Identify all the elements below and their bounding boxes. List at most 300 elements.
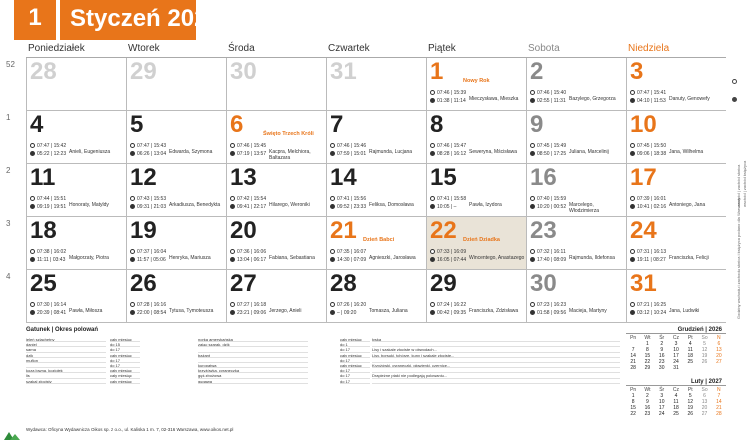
hunting-row: cały miesiąc (340, 337, 370, 342)
mini-weekday: N (717, 387, 721, 393)
day-number: 17 (630, 164, 657, 191)
mini-day: 23 (644, 411, 651, 417)
hunting-row: zając szarak, dzik (198, 342, 308, 347)
sun-icon (630, 90, 635, 95)
day-number: 6 (230, 111, 244, 138)
name-day: Jerzego, Anieli (269, 308, 302, 314)
mini-day: 16 (644, 405, 651, 411)
sunrise-sunset (130, 302, 166, 308)
moon-times: 09:41 | 22:17 (237, 204, 267, 210)
sun-icon (130, 143, 135, 148)
sunrise-sunset (430, 90, 466, 96)
day-cell[interactable] (326, 270, 426, 323)
mini-day: 2 (646, 393, 649, 399)
sun-times: 07:46 | 15:46 (337, 143, 367, 149)
moon-icon (530, 98, 535, 103)
hunting-row: kuropatwa (198, 363, 308, 368)
sun-times: 07:46 | 15:39 (437, 90, 467, 96)
hunting-species-col (26, 337, 106, 384)
mini-day: 29 (644, 365, 651, 371)
sunrise-sunset (530, 302, 566, 308)
moon-icon (530, 310, 535, 315)
sunrise-sunset (30, 143, 66, 149)
moonrise-moonset (30, 257, 65, 263)
moon-icon (630, 151, 635, 156)
mini-day: 27 (701, 411, 708, 417)
day-cell[interactable] (326, 164, 426, 217)
moonrise-moonset (230, 257, 266, 263)
day-cell[interactable] (326, 58, 426, 111)
sun-times: 07:27 | 16:18 (237, 302, 267, 308)
sunrise-sunset (230, 249, 266, 255)
mini-calendar-december (626, 327, 726, 371)
sun-times: 07:33 | 16:09 (437, 249, 467, 255)
mini-day: 1 (646, 341, 649, 347)
day-cell[interactable] (426, 270, 526, 323)
name-day: Jana, Wilhelma (669, 149, 704, 155)
moonrise-moonset (430, 310, 466, 316)
mini-day: 9 (660, 347, 664, 353)
mini-day: 13 (716, 347, 722, 353)
day-cell[interactable] (126, 58, 226, 111)
sun-icon (230, 143, 235, 148)
day-number: 22 (430, 217, 457, 244)
weekday-0: Poniedziałek (28, 43, 85, 54)
moonrise-moonset (30, 310, 66, 316)
day-cell[interactable] (226, 217, 326, 270)
day-cell[interactable] (426, 111, 526, 164)
sun-times: 07:45 | 15:50 (637, 143, 667, 149)
day-cell[interactable] (226, 58, 326, 111)
moon-icon (630, 98, 635, 103)
mini-day: 9 (646, 399, 649, 405)
day-cell[interactable] (126, 217, 226, 270)
day-number: 9 (530, 111, 544, 138)
weekday-6: Niedziela (628, 43, 670, 54)
name-day: Tytusa, Tymoteusza (169, 308, 214, 314)
calendar-grid (26, 57, 726, 323)
day-cell[interactable] (526, 164, 626, 217)
publisher-info: Wydawca: Oficyna Wydawnicza Oikos sp. z o.o., ul. Kaliska 1 m. 7, 02-316 Warszawa, www.oikos.net.pl (26, 427, 234, 432)
day-number: 12 (130, 164, 157, 191)
moon-icon (230, 204, 235, 209)
sunrise-sunset (530, 143, 566, 149)
moon-times: 10:05 | – (437, 204, 457, 210)
moon-times: 09:06 | 18:38 (637, 151, 667, 157)
sunrise-sunset (230, 302, 266, 308)
hunting-row: cały miesiąc (110, 353, 140, 358)
moonrise-moonset (130, 151, 166, 157)
mini-weekday: Pt (687, 335, 693, 341)
moon-icon (630, 310, 635, 315)
moon-times: 02:55 | 11:31 (537, 98, 566, 104)
mini-day: 18 (687, 353, 694, 359)
mini-day: 25 (673, 411, 679, 417)
moon-times: 10:20 | 00:52 (537, 204, 567, 210)
name-day: Wincentego, Anastazego (469, 255, 525, 261)
hunting-row: dzik (26, 353, 106, 358)
name-day: Pawła, Miłosza (69, 308, 103, 314)
day-cell[interactable] (126, 111, 226, 164)
month-title: Styczeń 2027 (70, 5, 221, 32)
sun-icon (530, 196, 535, 201)
moon-times: 00:42 | 09:35 (437, 310, 467, 316)
mini-day: 3 (674, 341, 678, 347)
mini-day: 18 (673, 405, 679, 411)
moon-icon (530, 151, 535, 156)
mini-weekday: So (701, 335, 708, 341)
moon-times: 11:11 | 03:43 (37, 257, 66, 263)
day-number: 31 (330, 58, 357, 85)
moon-icon (330, 257, 335, 262)
day-cell[interactable] (126, 164, 226, 217)
legend-moon-text: wschód | zachód księżyca (742, 160, 747, 207)
sun-icon (630, 196, 635, 201)
sun-icon (30, 249, 35, 254)
hunting-row: Krzyżówki, cyraneczki, głowienki, czernice... (372, 363, 620, 368)
sun-icon (630, 302, 635, 307)
moon-times: 04:10 | 11:53 (637, 98, 666, 104)
sunrise-sunset (630, 143, 666, 149)
mini-day: 22 (644, 359, 651, 365)
sun-times: 07:47 | 15:42 (37, 143, 67, 149)
sun-times: 07:26 | 16:20 (337, 302, 367, 308)
name-day: Tomasza, Juliana (369, 308, 408, 314)
sunrise-sunset (230, 143, 266, 149)
day-number: 4 (30, 111, 44, 138)
day-cell[interactable] (626, 58, 726, 111)
moon-times: 23:21 | 09:06 (237, 310, 267, 316)
hunting-row: cały miesiąc (110, 337, 140, 342)
sun-icon (30, 143, 35, 148)
hunting-row: gęgawa (198, 379, 308, 384)
weekday-5: Sobota (528, 43, 560, 54)
hunting-row: lis (26, 373, 106, 378)
moon-icon (330, 204, 335, 209)
sun-icon (130, 249, 135, 254)
moon-times: 10:41 | 02:16 (637, 204, 667, 210)
name-day: Macieja, Martyny (569, 308, 607, 314)
hunting-row: sarna (26, 347, 106, 352)
hunting-row: cały miesiąc (110, 379, 140, 384)
mini-day: 15 (644, 353, 651, 359)
hunting-row: Drapieżne ptaki nie podlegają polowaniu... (372, 373, 620, 378)
sun-icon (130, 196, 135, 201)
sun-icon (330, 302, 335, 307)
sun-icon (530, 302, 535, 307)
name-day: Marcelego, Włodzimierza (569, 202, 600, 214)
day-cell[interactable] (226, 111, 326, 164)
sunrise-sunset (330, 143, 366, 149)
day-cell[interactable] (526, 58, 626, 111)
name-day: Jana, Ludwiki (669, 308, 700, 314)
hunting-row: szakal złocisty (26, 379, 106, 384)
mini-weekday: Wt (644, 387, 651, 393)
moon-icon (30, 151, 35, 156)
sunrise-sunset (530, 249, 566, 255)
moon-times: 01:58 | 09:56 (537, 310, 567, 316)
day-cell[interactable] (526, 217, 626, 270)
name-day: Danuty, Genowefy (669, 96, 710, 102)
day-number: 20 (230, 217, 257, 244)
moon-times: 22:00 | 08:54 (137, 310, 167, 316)
mini-calendar-february (626, 379, 726, 417)
sunrise-sunset (30, 196, 66, 202)
mini-day: 3 (660, 393, 664, 399)
day-number: 26 (130, 270, 157, 297)
mini-day: 14 (716, 399, 722, 405)
name-day: Bazylego, Grzegorza (569, 96, 616, 102)
day-cell[interactable] (326, 111, 426, 164)
moon-icon (530, 257, 535, 262)
sun-icon (430, 249, 435, 254)
holiday-label: Dzień Dziadka (463, 237, 500, 243)
bottom-section (0, 323, 750, 446)
moon-icon (30, 310, 35, 315)
mini-day: 6 (717, 341, 721, 347)
hunting-row: do 17 (340, 368, 370, 373)
moon-icon (530, 204, 535, 209)
name-day: Agnieszki, Jarosława (369, 255, 416, 261)
mini-day: 17 (658, 405, 665, 411)
day-number: 31 (630, 270, 657, 297)
mini-weekday: Śr (659, 387, 665, 393)
day-cell[interactable] (526, 111, 626, 164)
mini-day: 11 (687, 347, 693, 353)
day-cell[interactable] (26, 217, 126, 270)
hunting-row: do 17 (110, 347, 140, 352)
sun-icon (330, 196, 335, 201)
hunting-row: jeleń szlachetny (26, 337, 106, 342)
mini-weekday: Pn (630, 387, 637, 393)
moon-icon (430, 204, 435, 209)
day-cell[interactable] (426, 58, 526, 111)
sun-icon (330, 249, 335, 254)
mini-day: 15 (630, 405, 636, 411)
holiday-label: Dzień Babci (363, 237, 395, 243)
month-number: 1 (28, 4, 42, 31)
day-cell[interactable] (626, 270, 726, 323)
weekday-3: Czwartek (328, 43, 370, 54)
moon-icon (130, 310, 135, 315)
day-cell[interactable] (226, 270, 326, 323)
name-day: Franciszka, Felicji (669, 255, 709, 261)
hunting-row: muflon (26, 358, 106, 363)
day-number: 1 (430, 58, 444, 85)
day-number: 29 (130, 58, 157, 85)
sunrise-sunset (230, 196, 266, 202)
moonrise-moonset (530, 151, 566, 157)
sunrise-sunset (630, 249, 666, 255)
moon-icon (130, 257, 135, 262)
mini-day: 10 (658, 399, 665, 405)
hunting-row: koza łowna, koziołek (26, 368, 106, 373)
sun-times: 07:28 | 16:16 (137, 302, 167, 308)
mini-day: 7 (631, 347, 635, 353)
mini-day: 5 (688, 393, 692, 399)
moon-icon (430, 98, 435, 103)
moonrise-moonset (330, 204, 366, 210)
weekday-4: Piątek (428, 43, 456, 54)
moonrise-moonset (230, 151, 266, 157)
moon-icon (630, 204, 635, 209)
name-day: Mieczysława, Mieszka (469, 96, 519, 102)
moonrise-moonset (530, 310, 566, 316)
day-number: 24 (630, 217, 657, 244)
moonrise-moonset (530, 204, 566, 210)
sun-icon (230, 249, 235, 254)
moon-icon (130, 204, 135, 209)
name-day: Franciszka, Zdzisława (469, 308, 519, 314)
mini-day: 17 (673, 353, 679, 359)
mini-day: 16 (658, 353, 665, 359)
week-number: 52 (6, 60, 15, 69)
hunting-row: cały miesiąc (340, 363, 370, 368)
sunrise-sunset (430, 143, 466, 149)
day-number: 28 (330, 270, 357, 297)
sun-times: 07:38 | 16:02 (37, 249, 67, 255)
sun-icon (530, 143, 535, 148)
sun-icon (430, 196, 435, 201)
day-cell[interactable] (626, 217, 726, 270)
sun-icon (230, 302, 235, 307)
sun-icon (530, 90, 535, 95)
hunting-row: do 17 (340, 347, 370, 352)
name-day: Seweryna, Mścisława (469, 149, 518, 155)
sun-times: 07:23 | 16:23 (537, 302, 567, 308)
hunting-row: do 17 (110, 358, 140, 363)
mini-day: 19 (701, 353, 708, 359)
moonrise-moonset (230, 204, 266, 210)
day-number: 16 (530, 164, 557, 191)
moonrise-moonset (430, 204, 456, 210)
moonrise-moonset (630, 310, 666, 316)
mini-day: 24 (673, 359, 679, 365)
name-day: Arkadiusza, Benedykta (169, 202, 221, 208)
mini-weekday: Śr (659, 335, 665, 341)
day-cell[interactable] (326, 217, 426, 270)
day-cell[interactable] (226, 164, 326, 217)
day-number: 25 (30, 270, 57, 297)
name-day: Edwarda, Szymona (169, 149, 213, 155)
mini-day: 20 (716, 353, 722, 359)
hunting-species-col-2 (198, 337, 308, 384)
day-cell[interactable] (26, 111, 126, 164)
hunting-row: Lisy, borsuki, tchórze, kuny i szakale złociste... (372, 353, 620, 358)
mini-title-december: Grudzień | 2026 (626, 327, 726, 334)
moon-times: 08:50 | 17:25 (537, 151, 567, 157)
moon-icon (130, 151, 135, 156)
mini-day: 10 (673, 347, 679, 353)
day-cell[interactable] (626, 111, 726, 164)
hunting-row: norka amerykańska (198, 337, 308, 342)
day-number: 29 (430, 270, 457, 297)
name-day: Henryka, Mariusza (169, 255, 211, 261)
hunting-row (372, 379, 620, 384)
mini-title-february: Luty | 2027 (626, 379, 726, 386)
sunrise-sunset (130, 143, 166, 149)
sun-times: 07:41 | 15:56 (337, 196, 367, 202)
week-number: 4 (6, 272, 11, 281)
sun-icon (230, 196, 235, 201)
day-number: 5 (130, 111, 144, 138)
day-cell[interactable] (26, 270, 126, 323)
day-number: 2 (530, 58, 544, 85)
moonrise-moonset (130, 204, 166, 210)
moon-icon (330, 151, 335, 156)
day-number: 3 (630, 58, 644, 85)
moon-times: 19:11 | 08:27 (637, 257, 666, 263)
day-cell[interactable] (126, 270, 226, 323)
day-cell[interactable] (26, 58, 126, 111)
sun-times: 07:32 | 16:11 (537, 249, 566, 255)
mini-day: 7 (717, 393, 721, 399)
day-cell[interactable] (26, 164, 126, 217)
day-cell[interactable] (526, 270, 626, 323)
mini-weekday: Wt (644, 335, 651, 341)
moonrise-moonset (30, 204, 66, 210)
mini-weekday: Cz (672, 387, 680, 393)
sunrise-sunset (430, 249, 466, 255)
mini-day: 31 (673, 365, 679, 371)
moonrise-moonset (630, 98, 666, 104)
mini-day: 22 (630, 411, 636, 417)
moon-icon (30, 204, 35, 209)
holiday-label: Nowy Rok (463, 78, 490, 84)
day-cell[interactable] (426, 164, 526, 217)
sunrise-sunset (530, 196, 566, 202)
sunrise-sunset (530, 90, 566, 96)
hunting-row: do 17 (110, 363, 140, 368)
moon-icon (230, 257, 235, 262)
hunting-row: Lisy i szakale złociste w obwodach... (372, 347, 620, 352)
publisher-logo (4, 427, 24, 435)
sun-icon (430, 90, 435, 95)
sun-icon (630, 143, 635, 148)
name-day: Hilarego, Weroniki (269, 202, 310, 208)
moonrise-moonset (430, 151, 466, 157)
calendar-header (0, 0, 750, 40)
sun-times: 07:39 | 16:01 (637, 196, 667, 202)
sun-icon (30, 196, 35, 201)
day-cell[interactable] (426, 217, 526, 270)
hunting-row: do 17 (340, 379, 370, 384)
moon-times: 06:26 | 13:04 (137, 151, 167, 157)
mini-day: 21 (630, 359, 636, 365)
moonrise-moonset (330, 257, 366, 263)
moon-times: 14:30 | 07:09 (337, 257, 367, 263)
mini-weekday: Pn (630, 335, 637, 341)
week-number: 3 (6, 219, 11, 228)
moon-times: – | 09:20 (337, 310, 357, 316)
sun-times: 07:45 | 15:49 (537, 143, 567, 149)
sun-times: 07:43 | 15:53 (137, 196, 167, 202)
sun-times: 07:24 | 16:22 (437, 302, 467, 308)
sun-icon (732, 79, 737, 84)
moon-times: 11:57 | 05:06 (137, 257, 166, 263)
moonrise-moonset (530, 257, 566, 263)
mini-day: 4 (688, 341, 692, 347)
mini-day: 23 (658, 359, 665, 365)
day-number: 10 (630, 111, 657, 138)
hunting-row: bażant (198, 353, 308, 358)
day-cell[interactable] (626, 164, 726, 217)
sun-times: 07:46 | 15:47 (437, 143, 467, 149)
sunrise-sunset (30, 249, 66, 255)
sunrise-sunset (30, 302, 66, 308)
hunting-row: do 15 (110, 342, 140, 347)
name-day: Honoraty, Matyldy (69, 202, 109, 208)
